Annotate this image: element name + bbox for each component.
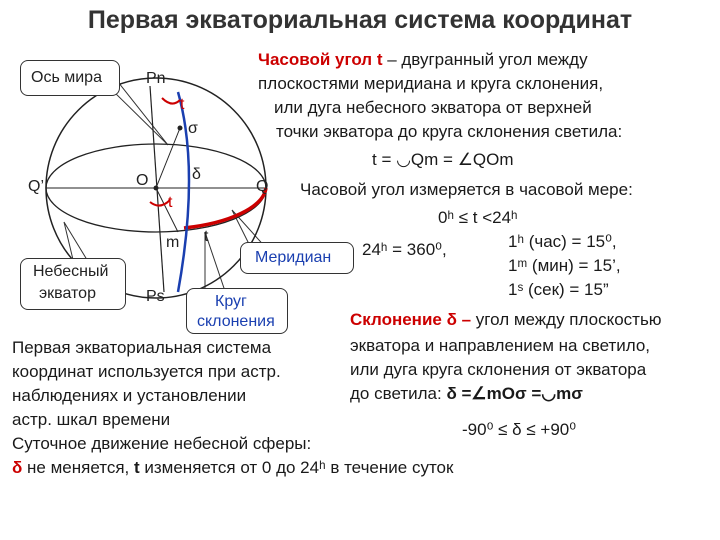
declination-line2: экватора и направлением на светило, [350, 336, 651, 355]
hour-conv: 1ʰ (час) = 15⁰, [508, 232, 617, 251]
axis-callout-label: Ось мира [31, 69, 102, 86]
label-ps: Ps [146, 288, 165, 305]
hour-angle-title: Часовой угол t [258, 50, 383, 69]
full-circle-conv: 24ʰ = 360⁰, [362, 240, 447, 259]
usage-line3: наблюдениях и установлении [12, 386, 247, 405]
hour-angle-line3: или дуга небесного экватора от верхней [274, 98, 592, 117]
circle-callout-line1: Круг [215, 293, 247, 310]
equator-callout [20, 258, 126, 310]
circle-callout [186, 288, 288, 334]
usage-line1: Первая экваториальная система [12, 338, 272, 357]
label-o: O [136, 172, 149, 189]
label-q-left: Q’ [28, 178, 44, 195]
star-point [178, 126, 183, 131]
t-symbol: t [133, 458, 140, 477]
usage-line2: координат используется при астр. [12, 362, 281, 381]
label-delta: δ [192, 166, 201, 183]
daily-motion-detail [12, 458, 453, 478]
equator-callout-line1: Небесный [33, 263, 109, 280]
hour-angle-arrow-mid [150, 200, 170, 206]
label-sigma: σ [188, 120, 198, 137]
equator-callout-line2: экватор [39, 285, 96, 302]
hour-angle-arrow-top [162, 98, 180, 104]
label-t-mid: t [168, 194, 173, 211]
hour-angle-range: 0ʰ ≤ t <24ʰ [438, 208, 518, 227]
hour-angle-line2: плоскостями меридиана и круга склонения, [258, 74, 604, 93]
label-t-right: t [204, 228, 209, 245]
hour-measure-line: Часовой угол измеряется в часовой мере: [300, 180, 633, 199]
page-title: Первая экваториальная система координат [87, 6, 633, 34]
daily-motion-mid: не меняется, [22, 458, 134, 477]
second-conv: 1ˢ (сек) = 15” [508, 280, 609, 299]
label-q-right: Q [256, 178, 269, 195]
declination-range: -90⁰ ≤ δ ≤ +90⁰ [462, 420, 577, 439]
circle-callout-line2: склонения [197, 313, 275, 330]
declination-def: угол между плоскостью [471, 310, 662, 329]
minute-conv: 1ᵐ (мин) = 15’, [508, 256, 621, 275]
meridian-callout [240, 242, 354, 274]
declination-title: Склонение δ – [350, 310, 472, 329]
daily-motion-heading: Суточное движение небесной сферы: [12, 434, 312, 453]
daily-motion-rest: изменяется от 0 до 24ʰ в течение суток [139, 458, 454, 477]
label-m: m [166, 234, 180, 251]
hour-angle-def: – двугранный угол между [382, 50, 588, 69]
meridian-callout-label: Меридиан [255, 249, 332, 266]
declination-line1 [350, 310, 662, 330]
usage-line4: астр. шкал времени [12, 410, 171, 429]
delta-symbol: δ [12, 458, 23, 477]
declination-line4 [350, 384, 583, 404]
declination-line4-prefix: до светила: [350, 384, 447, 403]
declination-line3: или дуга круга склонения от экватора [350, 360, 647, 379]
center-point [154, 186, 159, 191]
hour-angle-line4: точки экватора до круга склонения светила: [276, 122, 623, 141]
label-pn: Pn [146, 70, 166, 87]
label-t-top: t [180, 96, 185, 113]
hour-angle-formula: t = ◡Qm = ∠QOm [372, 150, 514, 169]
hour-angle-line1 [258, 50, 588, 70]
axis-callout [20, 60, 120, 96]
declination-formula: δ =∠mOσ =◡mσ [446, 384, 583, 403]
